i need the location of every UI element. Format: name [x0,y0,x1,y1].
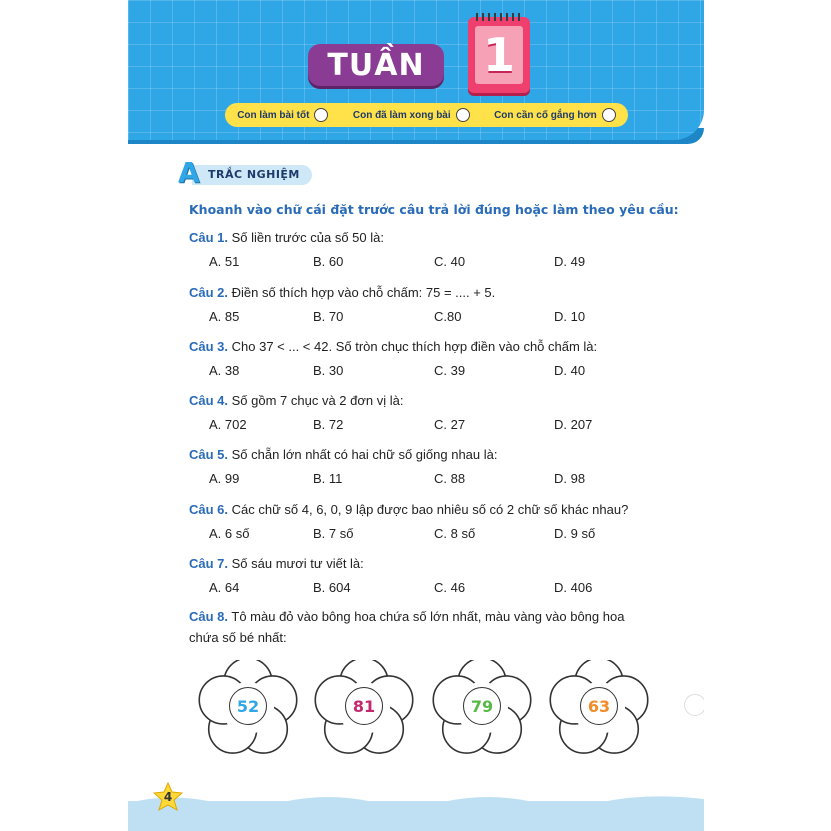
question-7-option-d[interactable]: D. 406 [554,580,593,595]
self-rating-bar [225,103,628,127]
flower-number: 79 [463,687,501,725]
question-2: Câu 2. Điền số thích hợp vào chỗ chấm: 75 = .... + 5. [189,285,496,300]
question-1-option-b[interactable]: B. 60 [313,254,344,269]
question-6-option-d[interactable]: D. 9 số [554,526,596,541]
question-3-option-c[interactable]: C. 39 [434,363,466,378]
edge-mark [684,694,704,716]
question-3-option-a[interactable]: A. 38 [209,363,240,378]
question-7-option-a[interactable]: A. 64 [209,580,240,595]
question-6: Câu 6. Các chữ số 4, 6, 0, 9 lập được bao nhiêu số có 2 chữ số khác nhau? [189,502,629,517]
question-4-option-a[interactable]: A. 702 [209,417,247,432]
question-3-option-b[interactable]: B. 30 [313,363,344,378]
question-4-option-c[interactable]: C. 27 [434,417,466,432]
flower-number: 63 [580,687,618,725]
question-1-option-c[interactable]: C. 40 [434,254,466,269]
flower-2[interactable] [314,660,414,752]
question-5-option-c[interactable]: C. 88 [434,471,466,486]
section-heading [178,156,312,189]
question-1-option-d[interactable]: D. 49 [554,254,586,269]
flower-1[interactable] [198,660,298,752]
question-2-option-d[interactable]: D. 10 [554,309,586,324]
rating-try-harder [494,108,616,122]
question-3: Câu 3. Cho 37 < ... < 42. Số tròn chục thích hợp điền vào chỗ chấm là: [189,339,598,354]
rating-done-label: Con đã làm xong bài [352,109,451,121]
question-5-option-b[interactable]: B. 11 [313,471,343,486]
question-6-option-b[interactable]: B. 7 số [313,526,354,541]
question-4-option-d[interactable]: D. 207 [554,417,593,432]
question-7: Câu 7. Số sáu mươi tư viết là: [189,556,364,571]
question-6-option-a[interactable]: A. 6 số [209,526,250,541]
question-3-option-d[interactable]: D. 40 [554,363,586,378]
question-4-option-b[interactable]: B. 72 [313,417,344,432]
week-word: TUẦN [327,47,425,83]
page-number-badge [153,782,183,812]
question-5-option-a[interactable]: A. 99 [209,471,240,486]
question-1-option-a[interactable]: A. 51 [209,254,240,269]
workbook-page [128,0,704,831]
rating-good [237,108,328,122]
rating-done [353,108,470,122]
section-letter: A [178,156,200,189]
question-8-line1: Câu 8. Tô màu đỏ vào bông hoa chứa số lớn nhất, màu vàng vào bông hoa [189,609,625,624]
rating-try-harder-checkbox[interactable] [602,108,616,122]
question-8-line2: chứa số bé nhất: [189,630,287,645]
question-7-option-b[interactable]: B. 604 [313,580,351,595]
instruction: Khoanh vào chữ cái đặt trước câu trả lời đúng hoặc làm theo yêu cầu: [189,202,679,217]
week-number: 1 [482,28,515,82]
rating-try-harder-label: Con cần cố gắng hơn [494,109,597,121]
question-6-option-c[interactable]: C. 8 số [434,526,476,541]
question-7-option-c[interactable]: C. 46 [434,580,466,595]
section-title: TRẮC NGHIỆM [208,168,300,181]
rating-good-label: Con làm bài tốt [237,109,310,121]
week-number-card [468,17,530,93]
rating-good-checkbox[interactable] [314,108,328,122]
header [128,0,704,140]
flower-4[interactable] [549,660,649,752]
flower-3[interactable] [432,660,532,752]
question-4: Câu 4. Số gồm 7 chục và 2 đơn vị là: [189,393,404,408]
question-2-option-a[interactable]: A. 85 [209,309,240,324]
question-2-option-b[interactable]: B. 70 [313,309,344,324]
question-2-option-c[interactable]: C.80 [434,309,462,324]
question-5-option-d[interactable]: D. 98 [554,471,586,486]
flower-number: 52 [229,687,267,725]
rating-done-checkbox[interactable] [456,108,470,122]
flower-number: 81 [345,687,383,725]
page-number: 4 [163,790,173,804]
question-5: Câu 5. Số chẵn lớn nhất có hai chữ số giống nhau là: [189,447,498,462]
question-1: Câu 1. Số liền trước của số 50 là: [189,230,384,245]
footer-wave [128,801,704,831]
week-banner [308,44,444,86]
